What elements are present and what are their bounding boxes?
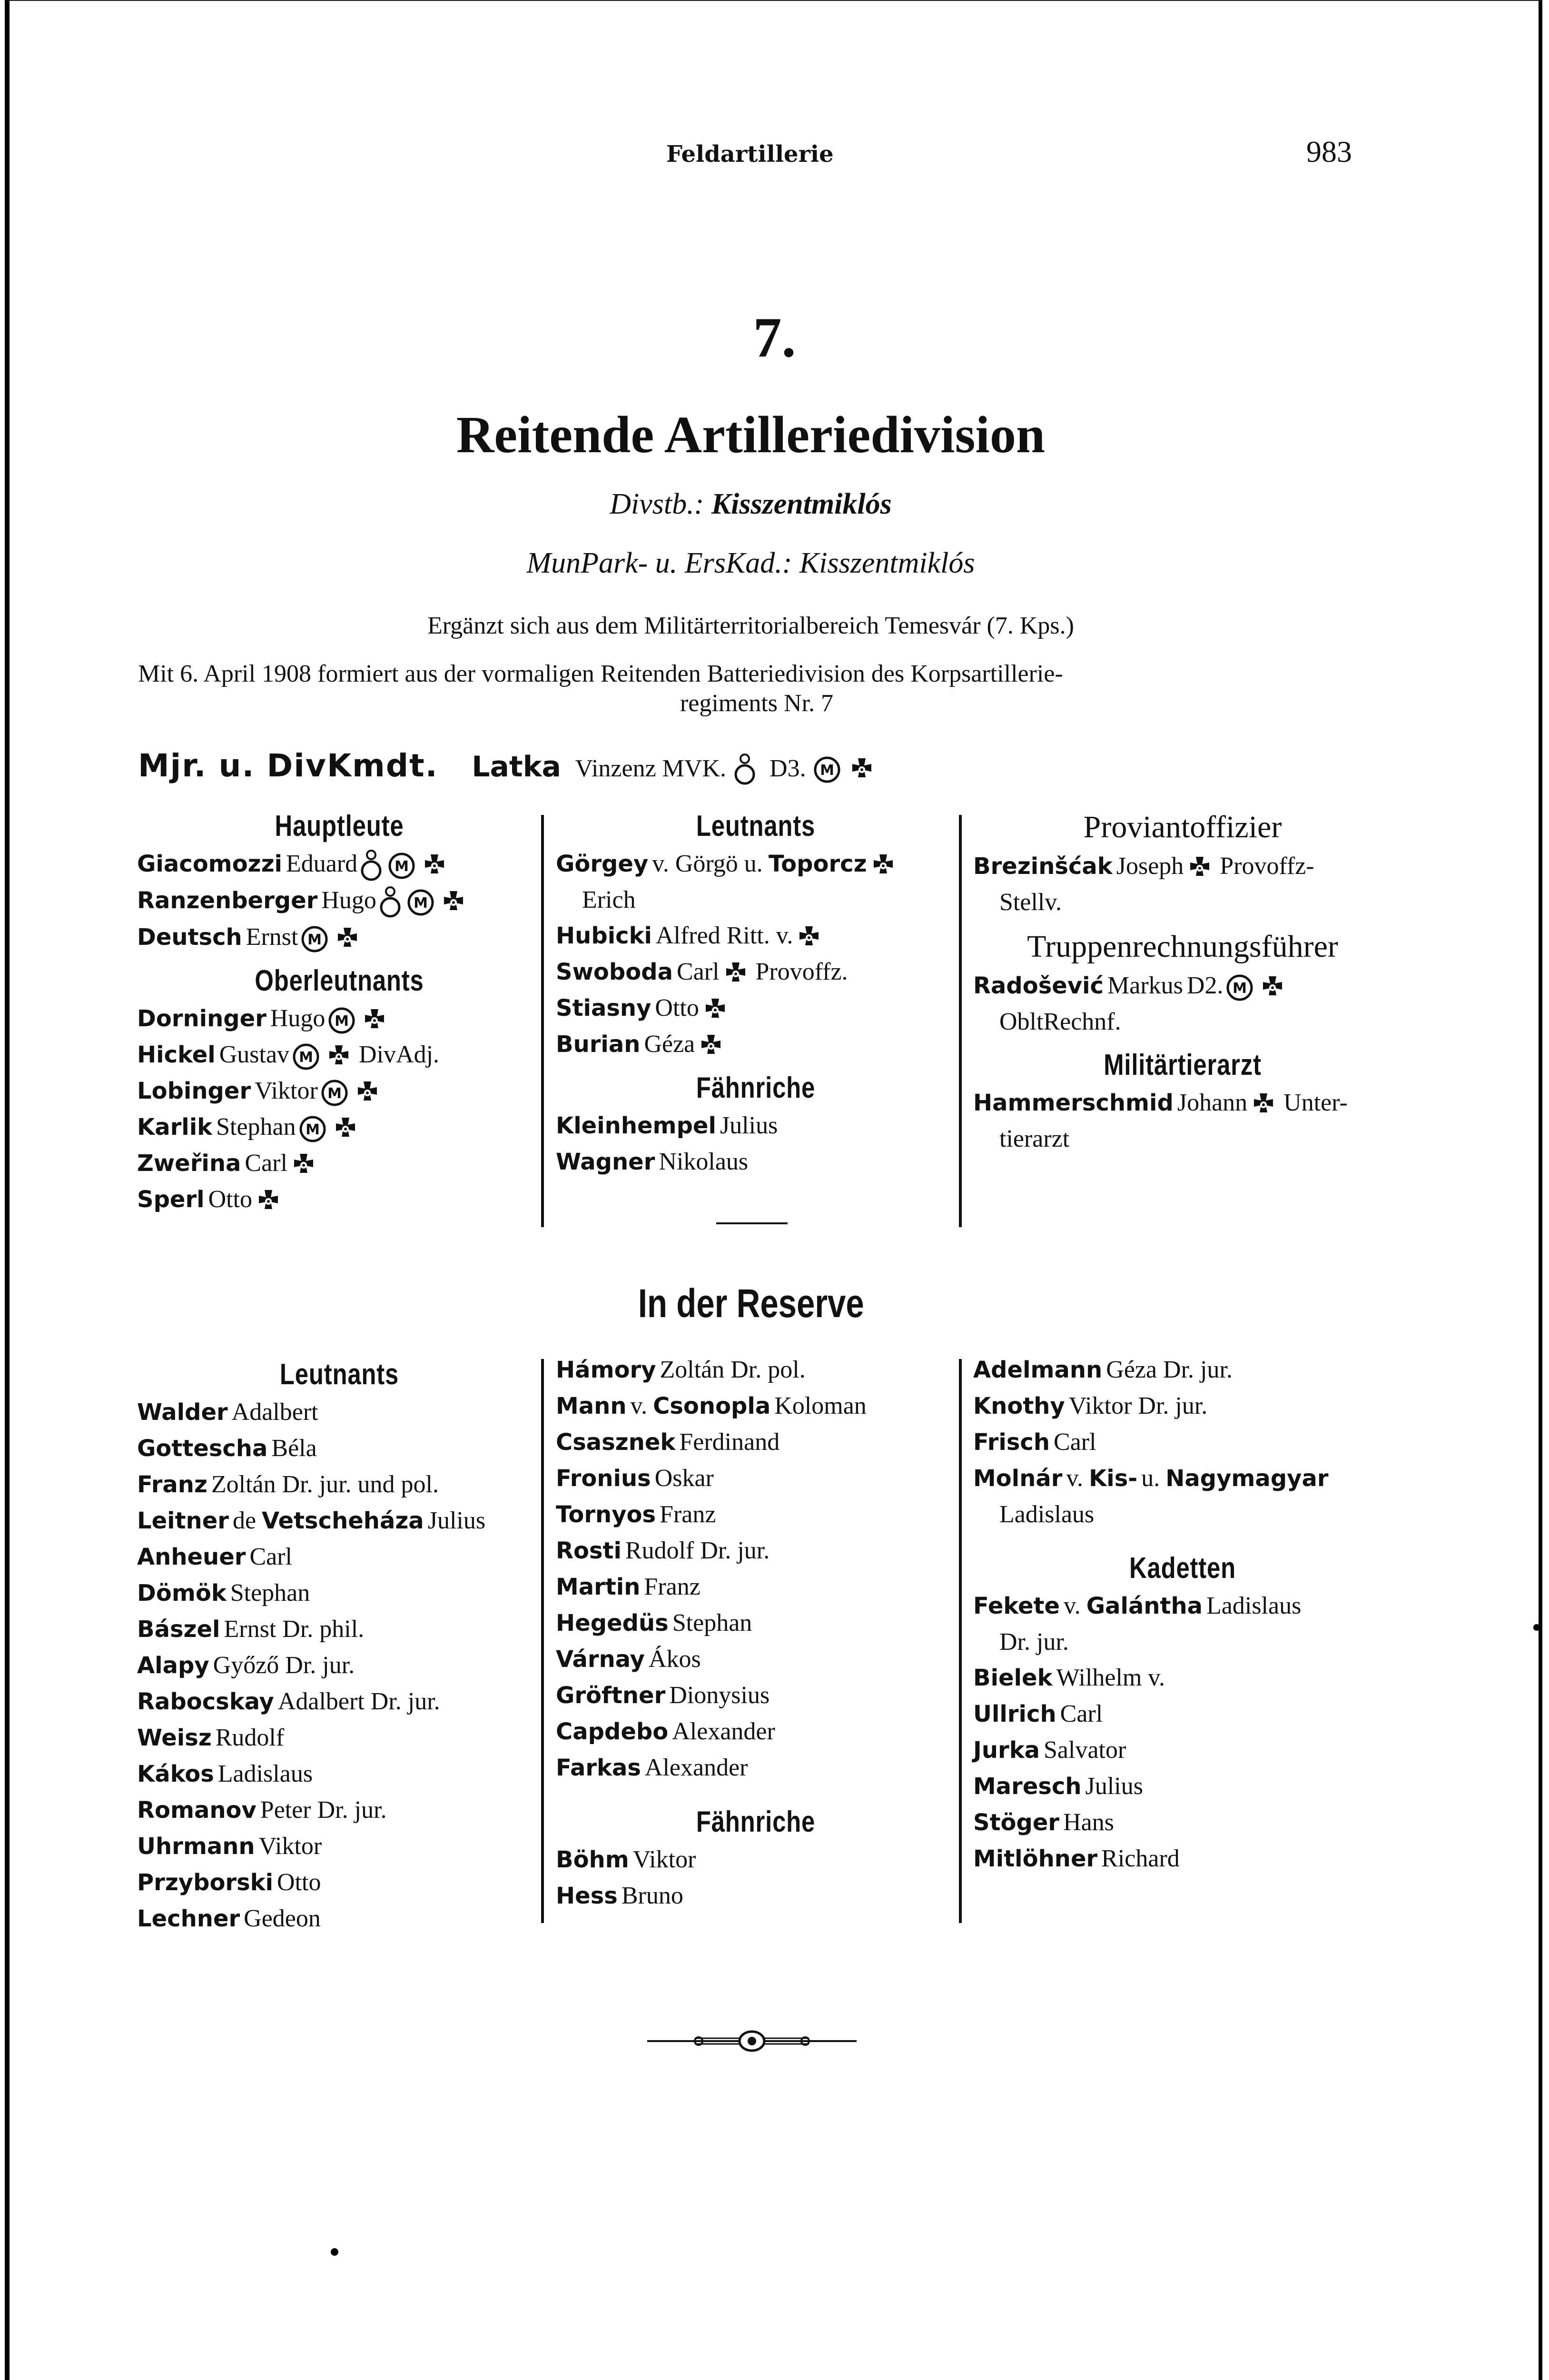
entry-surname: Kákos xyxy=(137,1761,214,1787)
page-number: 983 xyxy=(1306,135,1352,169)
entry-surname: Walder xyxy=(137,1399,228,1426)
entry-surname: Dorninger xyxy=(137,1005,266,1032)
heading-proviantoffizier: Proviantoffizier xyxy=(1083,810,1282,844)
column-rule xyxy=(959,815,962,1227)
order-medal-icon xyxy=(379,886,401,919)
heading-faehnriche: Fähnriche xyxy=(696,1071,816,1104)
entry-surname: Hubicki xyxy=(556,922,652,949)
military-merit-m-icon xyxy=(1226,974,1253,1002)
munpark-line: MunPark- u. ErsKad.: Kisszentmiklós xyxy=(526,547,975,579)
military-cross-icon xyxy=(698,1033,724,1060)
list-entry xyxy=(973,848,1392,920)
reserve-column-1 xyxy=(137,1352,542,1937)
entry-given: Carl xyxy=(1054,1428,1096,1456)
entry-surname: Hámory xyxy=(556,1357,656,1383)
entry-surname: Tornyos xyxy=(556,1501,656,1528)
military-merit-m-icon xyxy=(407,889,434,916)
entry-surname: Hickel xyxy=(137,1041,216,1069)
entry-suffix: Unter- xyxy=(1283,1089,1348,1116)
entry-surname: Böhm xyxy=(556,1846,629,1873)
military-merit-m-icon xyxy=(292,1043,320,1071)
entry-given-part: Ladislaus xyxy=(1206,1592,1302,1619)
entry-given: Otto xyxy=(655,994,699,1021)
list-entry xyxy=(137,1647,542,1684)
entry-given: Győző Dr. jur. xyxy=(213,1652,355,1679)
entry-continuation: Erich xyxy=(582,886,636,913)
entry-extra: D2. xyxy=(1186,972,1223,999)
entry-surname: Bászel xyxy=(137,1616,220,1643)
list-entry xyxy=(556,1026,956,1062)
entry-surname: Jurka xyxy=(973,1737,1040,1764)
entry-continuation: ObltRechnf. xyxy=(999,1008,1121,1035)
active-column-3 xyxy=(973,809,1392,1157)
list-entry xyxy=(137,919,542,955)
list-entry xyxy=(137,1503,542,1539)
entry-surname: Farkas xyxy=(556,1755,641,1781)
formation-paragraph xyxy=(138,659,1375,718)
entry-given: Ladislaus xyxy=(217,1760,313,1787)
entry-given: Stephan xyxy=(672,1609,752,1636)
list-entry xyxy=(973,968,1392,1040)
entry-continuation: Ladislaus xyxy=(999,1501,1095,1528)
entry-given: v. xyxy=(1066,1465,1084,1492)
running-header: Feldartillerie xyxy=(666,141,834,168)
entry-suffix: DivAdj. xyxy=(359,1041,440,1069)
entry-surname-part: Vetscheháza xyxy=(262,1507,424,1534)
military-cross-icon xyxy=(290,1152,317,1179)
divstb-place: Kisszentmiklós xyxy=(711,488,892,520)
military-cross-icon xyxy=(440,889,467,916)
list-entry xyxy=(973,1696,1392,1732)
entry-given: Stephan xyxy=(230,1579,310,1606)
commander-name: Latka xyxy=(472,750,562,783)
entry-given: Ákos xyxy=(648,1646,701,1673)
entry-given: Richard xyxy=(1101,1845,1180,1872)
entry-surname: Gröftner xyxy=(556,1682,666,1709)
reserve-heading: In der Reserve xyxy=(638,1281,864,1326)
heading-reserve-leutnants: Leutnants xyxy=(279,1358,399,1391)
list-entry xyxy=(137,1394,542,1430)
entry-given: Hugo xyxy=(321,887,376,914)
entry-given: Zoltán Dr. pol. xyxy=(660,1356,806,1383)
entry-surname-part: Nagymagyar xyxy=(1165,1465,1329,1492)
entry-given: v. xyxy=(1064,1592,1081,1619)
svg-text:M: M xyxy=(307,932,322,949)
list-entry xyxy=(137,1901,542,1937)
entry-surname: Radošević xyxy=(973,972,1104,999)
entry-given: Otto xyxy=(208,1186,253,1213)
list-entry xyxy=(973,1424,1392,1460)
entry-surname: Gottescha xyxy=(137,1435,268,1462)
military-merit-m-icon xyxy=(301,925,328,953)
entry-surname: Przyborski xyxy=(137,1869,274,1896)
entry-given: Géza xyxy=(644,1031,695,1058)
list-entry xyxy=(137,846,542,883)
list-entry xyxy=(556,1842,956,1878)
list-entry xyxy=(137,1073,542,1109)
column-rule xyxy=(541,815,544,1227)
entry-surname: Lechner xyxy=(137,1905,240,1932)
military-merit-m-icon xyxy=(813,756,841,783)
entry-given: Franz xyxy=(660,1501,716,1528)
entry-given: Ferdinand xyxy=(679,1428,780,1456)
list-entry xyxy=(556,1144,956,1180)
entry-surname: Anheuer xyxy=(137,1544,246,1570)
entry-given: Wilhelm v. xyxy=(1056,1664,1165,1691)
entry-surname: Rabocskay xyxy=(137,1688,274,1715)
list-entry xyxy=(556,1424,956,1460)
entry-given: Alfred Ritt. v. xyxy=(655,922,793,949)
commander-extra: D3. xyxy=(770,755,806,782)
military-cross-icon xyxy=(870,853,897,879)
list-entry xyxy=(556,1460,956,1497)
entry-surname: Hess xyxy=(556,1883,618,1909)
entry-surname-part: Galántha xyxy=(1086,1593,1203,1619)
list-entry xyxy=(137,1864,542,1901)
list-entry xyxy=(556,1352,956,1388)
entry-surname: Capdebo xyxy=(556,1718,669,1745)
entry-given: de xyxy=(232,1507,257,1534)
military-cross-icon xyxy=(722,961,749,987)
entry-suffix: Provoffz. xyxy=(755,958,848,985)
entry-surname: Deutsch xyxy=(137,924,242,951)
entry-given: Carl xyxy=(676,958,720,985)
military-cross-icon xyxy=(326,1043,352,1070)
military-cross-icon xyxy=(421,853,448,879)
entry-given: Otto xyxy=(277,1869,321,1896)
list-entry xyxy=(556,918,956,954)
entry-given-part: Koloman xyxy=(774,1392,867,1419)
entry-surname-part: Toporcz xyxy=(768,851,867,877)
entry-surname: Uhrmann xyxy=(137,1833,255,1860)
entry-surname: Görgey xyxy=(556,851,649,877)
active-column-2 xyxy=(556,809,956,1180)
entry-surname: Karlik xyxy=(137,1114,213,1141)
entry-surname: Burian xyxy=(556,1031,641,1058)
list-entry xyxy=(137,1720,542,1756)
list-entry xyxy=(556,1497,956,1533)
speck xyxy=(1533,1624,1540,1631)
list-entry xyxy=(556,1605,956,1641)
list-entry xyxy=(137,1684,542,1720)
entry-given: Viktor xyxy=(632,1846,696,1873)
entry-surname: Swoboda xyxy=(556,959,673,985)
list-entry xyxy=(973,1352,1392,1388)
list-entry xyxy=(556,1878,956,1914)
list-entry xyxy=(137,1539,542,1575)
svg-text:M: M xyxy=(395,858,409,875)
entry-given: Gedeon xyxy=(244,1905,321,1932)
entry-surname: Brezinšćak xyxy=(973,853,1113,880)
entry-surname: Hammerschmid xyxy=(973,1090,1174,1116)
list-entry xyxy=(556,1641,956,1677)
list-entry xyxy=(137,1037,542,1073)
speck xyxy=(331,2248,338,2256)
heading-reserve-faehnriche: Fähnriche xyxy=(696,1805,816,1838)
list-entry xyxy=(137,1467,542,1503)
list-entry xyxy=(137,1181,542,1218)
list-entry xyxy=(137,1575,542,1611)
list-entry xyxy=(973,1805,1392,1841)
entry-given: Béla xyxy=(271,1435,317,1462)
heading-oberleutnants: Oberleutnants xyxy=(255,964,424,998)
entry-given: v. xyxy=(630,1392,648,1419)
military-cross-icon xyxy=(334,926,361,952)
entry-surname: Fronius xyxy=(556,1465,651,1492)
entry-surname: Giacomozzi xyxy=(137,851,282,877)
svg-text:M: M xyxy=(1233,980,1247,997)
entry-surname-part: Kis- xyxy=(1089,1465,1138,1492)
heading-hauptleute: Hauptleute xyxy=(275,810,404,843)
entry-given: Gustav xyxy=(219,1041,290,1069)
entry-surname: Stiasny xyxy=(556,995,651,1021)
entry-given: Hans xyxy=(1063,1809,1114,1836)
list-entry xyxy=(137,1430,542,1467)
order-medal-icon xyxy=(360,849,382,883)
short-divider xyxy=(716,1222,788,1224)
military-cross-icon xyxy=(354,1080,381,1106)
reserve-column-3 xyxy=(973,1352,1392,1877)
list-entry xyxy=(137,1611,542,1647)
entry-given: Carl xyxy=(249,1543,292,1570)
svg-text:M: M xyxy=(335,1013,349,1030)
entry-given: Johann xyxy=(1177,1089,1248,1116)
entry-given: Nikolaus xyxy=(659,1148,749,1175)
ornament-divider xyxy=(647,2027,857,2057)
entry-surname: Alapy xyxy=(137,1652,209,1679)
active-column-1 xyxy=(137,809,542,1218)
entry-surname: Kleinhempel xyxy=(556,1112,716,1139)
entry-given: Géza Dr. jur. xyxy=(1106,1356,1233,1383)
entry-surname: Romanov xyxy=(137,1797,257,1824)
entry-given: Rudolf Dr. jur. xyxy=(625,1537,770,1564)
list-entry xyxy=(556,1388,956,1424)
list-entry xyxy=(137,1109,542,1145)
entry-surname: Weisz xyxy=(137,1725,212,1751)
entry-surname: Mann xyxy=(556,1393,627,1419)
heading-militaertierarzt: Militärtierarzt xyxy=(1104,1049,1262,1081)
list-entry xyxy=(137,1145,542,1181)
list-entry xyxy=(973,1388,1392,1424)
entry-surname: Ullrich xyxy=(973,1701,1056,1727)
military-cross-icon xyxy=(255,1188,282,1215)
list-entry xyxy=(973,1588,1392,1660)
svg-text:M: M xyxy=(327,1085,342,1102)
entry-surname: Rosti xyxy=(556,1537,622,1564)
heading-truppenrechnungsfuehrer: Truppenrechnungsführer xyxy=(1027,929,1338,964)
entry-given: Julius xyxy=(1085,1773,1143,1800)
divstb-line xyxy=(0,487,1525,521)
entry-surname: Martin xyxy=(556,1574,641,1600)
list-entry xyxy=(556,1714,956,1750)
entry-surname: Zweřina xyxy=(137,1150,241,1177)
list-entry xyxy=(137,1792,542,1828)
entry-surname: Molnár xyxy=(973,1465,1063,1492)
entry-given: Oskar xyxy=(654,1465,714,1492)
list-entry xyxy=(137,1828,542,1864)
military-merit-m-icon xyxy=(388,852,415,880)
entry-given: Ernst Dr. phil. xyxy=(224,1616,365,1643)
list-entry xyxy=(137,1001,542,1037)
entry-given: Carl xyxy=(245,1150,287,1177)
svg-text:M: M xyxy=(413,895,428,912)
entry-given: Viktor xyxy=(258,1833,322,1860)
entry-given: Julius xyxy=(720,1112,778,1139)
ergaenzt-line: Ergänzt sich aus dem Militärterritorialbereich Temesvár (7. Kps.) xyxy=(427,612,1074,639)
entry-given: Viktor xyxy=(255,1077,318,1105)
military-cross-icon xyxy=(1259,974,1286,1001)
military-cross-icon xyxy=(332,1116,359,1142)
military-cross-icon xyxy=(361,1007,388,1034)
entry-surname: Csasznek xyxy=(556,1429,676,1456)
divstb-label: Divstb.: xyxy=(610,488,704,520)
heading-kadetten: Kadetten xyxy=(1129,1552,1236,1585)
entry-surname-part: Csonopla xyxy=(653,1393,771,1419)
military-merit-m-icon xyxy=(299,1115,326,1143)
list-entry xyxy=(556,990,956,1026)
entry-given: Salvator xyxy=(1044,1736,1126,1764)
list-entry xyxy=(556,1569,956,1605)
entry-given: Stephan xyxy=(216,1113,296,1141)
entry-surname: Mitlöhner xyxy=(973,1845,1098,1872)
list-entry xyxy=(137,1756,542,1792)
military-cross-icon xyxy=(848,756,875,783)
entry-given: Alexander xyxy=(672,1718,775,1745)
entry-given: Franz xyxy=(644,1573,701,1600)
svg-text:M: M xyxy=(305,1121,320,1139)
list-entry xyxy=(973,1660,1392,1696)
entry-suffix: Provoffz- xyxy=(1220,853,1314,880)
entry-given: Adalbert Dr. jur. xyxy=(277,1688,440,1715)
entry-surname: Franz xyxy=(137,1471,207,1498)
military-cross-icon xyxy=(796,924,822,951)
entry-continuation: Dr. jur. xyxy=(999,1628,1069,1656)
military-cross-icon xyxy=(1250,1091,1277,1118)
entry-given: Peter Dr. jur. xyxy=(260,1796,387,1824)
military-merit-m-icon xyxy=(321,1079,348,1107)
entry-given: Rudolf xyxy=(215,1724,285,1751)
entry-surname: Várnay xyxy=(556,1646,645,1673)
entry-surname: Wagner xyxy=(556,1149,655,1175)
entry-surname: Dömök xyxy=(137,1580,227,1606)
list-entry xyxy=(556,1108,956,1144)
entry-surname: Leitner xyxy=(137,1507,229,1534)
commander-rank: Mjr. u. DivKmdt. xyxy=(138,747,438,784)
formation-line-1: Mit 6. April 1908 formiert aus der vormaligen Reitenden Batteriedivision des Korpsartillerie- xyxy=(138,660,1063,687)
heading-leutnants: Leutnants xyxy=(696,810,816,843)
formation-line-2: regiments Nr. 7 xyxy=(680,690,834,717)
list-entry xyxy=(973,1732,1392,1768)
military-merit-m-icon xyxy=(328,1007,355,1034)
unit-number: 7. xyxy=(753,306,796,369)
entry-continuation: Stellv. xyxy=(999,889,1062,916)
entry-given: Carl xyxy=(1060,1700,1103,1727)
list-entry xyxy=(973,1460,1392,1532)
list-entry xyxy=(556,1533,956,1569)
unit-title: Reitende Artilleriedivision xyxy=(456,406,1046,464)
entry-given: Adalbert xyxy=(231,1398,318,1426)
entry-surname: Frisch xyxy=(973,1429,1050,1456)
column-rule xyxy=(959,1359,962,1923)
entry-surname: Fekete xyxy=(973,1593,1060,1619)
list-entry xyxy=(556,1677,956,1714)
entry-given: Eduard xyxy=(286,850,358,877)
list-entry xyxy=(973,1085,1392,1157)
entry-given: Dionysius xyxy=(669,1682,770,1709)
entry-given-part: u. xyxy=(1141,1465,1160,1492)
list-entry xyxy=(556,846,956,918)
entry-surname: Knothy xyxy=(973,1393,1065,1419)
entry-surname: Stöger xyxy=(973,1809,1060,1836)
entry-surname: Sperl xyxy=(137,1186,205,1213)
svg-text:M: M xyxy=(820,762,835,779)
entry-given: Bruno xyxy=(621,1882,683,1909)
entry-continuation: tierarzt xyxy=(999,1125,1070,1152)
entry-surname: Ranzenberger xyxy=(137,887,318,914)
entry-surname: Adelmann xyxy=(973,1357,1103,1383)
commander-firstname: Vinzenz MVK. xyxy=(575,755,727,782)
entry-given: Joseph xyxy=(1116,853,1184,880)
list-entry xyxy=(137,883,542,919)
entry-surname: Hegedüs xyxy=(556,1610,669,1636)
reserve-column-2 xyxy=(556,1352,956,1914)
list-entry xyxy=(556,1750,956,1786)
entry-surname: Maresch xyxy=(973,1773,1082,1800)
entry-surname: Lobinger xyxy=(137,1078,251,1105)
entry-given: Zoltán Dr. jur. und pol. xyxy=(211,1471,439,1498)
list-entry xyxy=(973,1841,1392,1877)
entry-given: Ernst xyxy=(246,923,298,951)
entry-surname: Bielek xyxy=(973,1665,1053,1691)
commander-row xyxy=(138,747,875,786)
entry-given: Markus xyxy=(1107,972,1183,999)
military-cross-icon xyxy=(702,997,729,1023)
svg-text:M: M xyxy=(299,1049,313,1066)
entry-given-part: Julius xyxy=(427,1507,486,1534)
entry-given: Viktor Dr. jur. xyxy=(1068,1392,1208,1419)
column-rule xyxy=(541,1359,544,1923)
list-entry xyxy=(556,954,956,990)
military-cross-icon xyxy=(1186,855,1213,882)
order-medal-icon xyxy=(734,753,756,786)
entry-given: v. Görgö u. xyxy=(652,850,763,877)
list-entry xyxy=(973,1768,1392,1805)
entry-given: Hugo xyxy=(270,1005,326,1032)
entry-given: Alexander xyxy=(644,1754,748,1781)
